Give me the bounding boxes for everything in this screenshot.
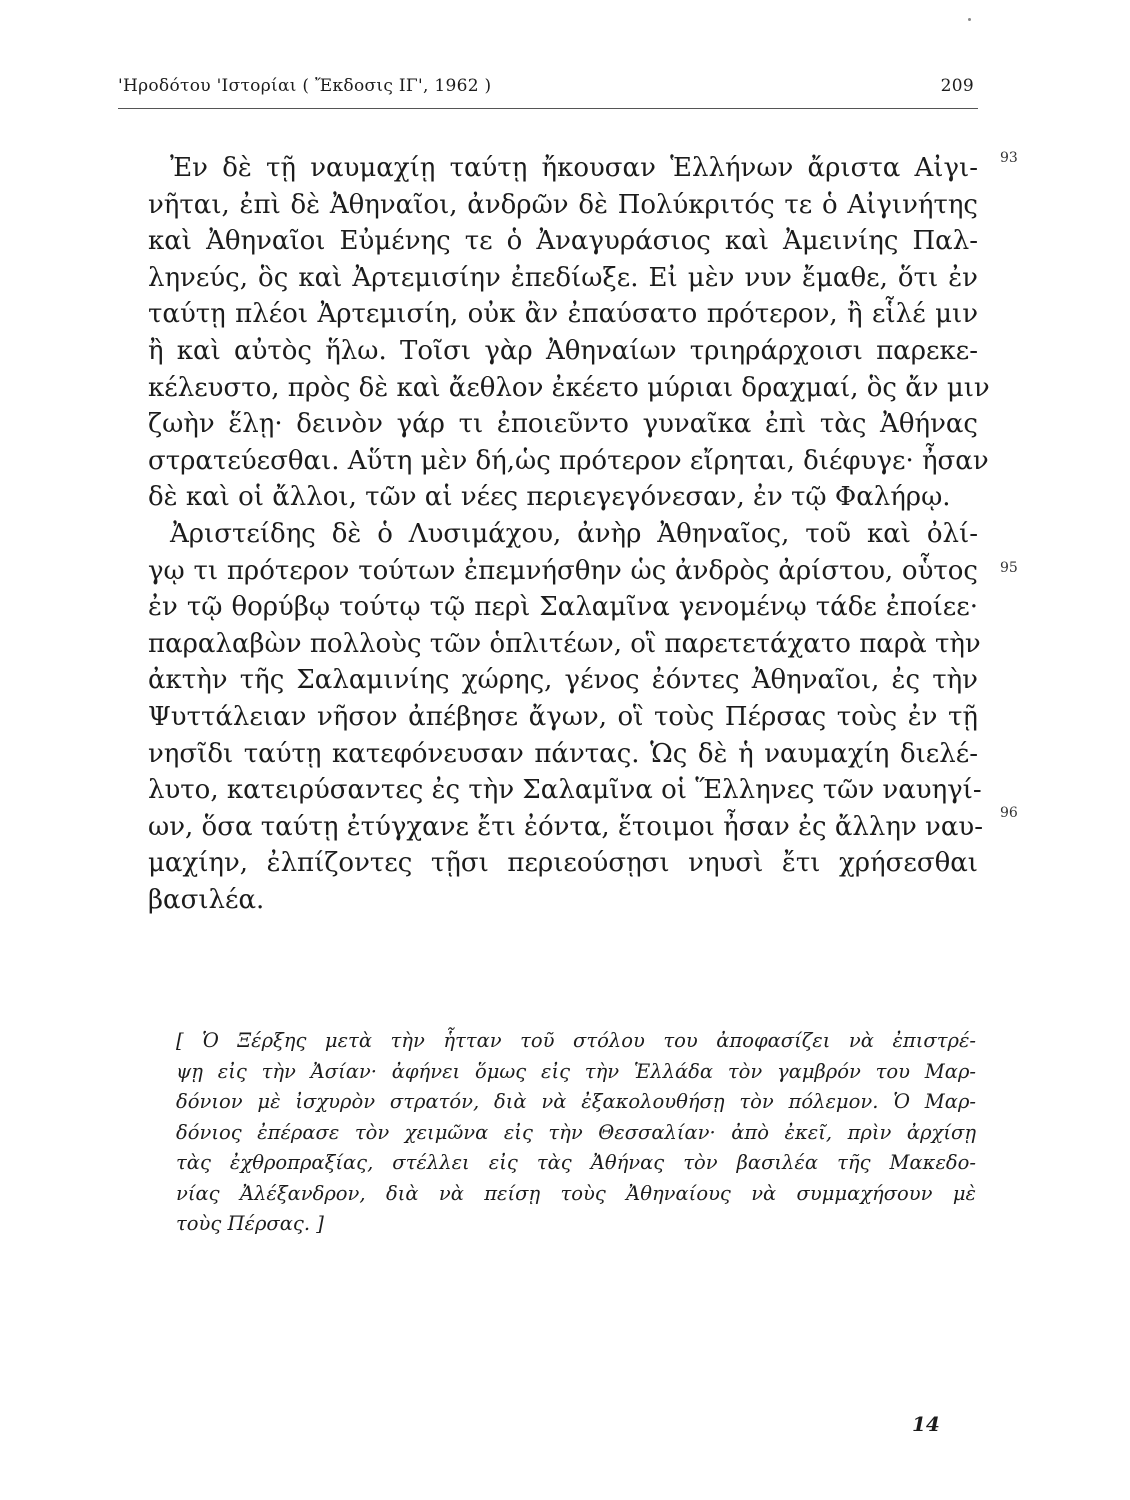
text-line: καὶ Ἀθηναῖοι Εὐμένης τε ὁ Ἀναγυράσιος καὶ Ἀμεινίης Παλ- <box>148 226 978 257</box>
text-line: δὲ καὶ οἱ ἄλλοι, τῶν αἱ νέες περιεγεγόνεσαν, ἐν τῷ Φαλήρῳ. <box>148 482 951 513</box>
text-line: λυτο, κατειρύσαντες ἐς τὴν Σαλαμῖνα οἱ Ἕλληνες τῶν ναυηγί- <box>148 775 982 806</box>
summary-line: τὰς ἐχθροπραξίας, στέλλει εἰς τὰς Ἀθήνας τὸν βασιλέα τῆς Μακεδο- <box>176 1151 976 1174</box>
text-line: ταύτῃ πλέοι Ἀρτεμισίη, οὐκ ἂν ἐπαύσατο πρότερον, ἢ εἷλέ μιν <box>148 299 978 330</box>
summary-line: δόνιος ἐπέρασε τὸν χειμῶνα εἰς τὴν Θεσσαλίαν· ἀπὸ ἐκεῖ, πρὶν ἀρχίσῃ <box>176 1120 976 1144</box>
page-number: 209 <box>940 76 974 96</box>
main-text <box>148 150 990 918</box>
signature-mark: 14 <box>912 1412 940 1436</box>
text-line: ἀκτὴν τῆς Σαλαμινίης χώρης, γένος ἐόντες Ἀθηναῖοι, ἐς τὴν <box>148 665 978 696</box>
text-line: παραλαβὼν πολλοὺς τῶν ὁπλιτέων, οἳ παρετετάχατο παρὰ τὴν <box>148 628 981 659</box>
margin-number-93: 93 <box>1000 150 1018 166</box>
text-line: βασιλέα. <box>148 884 265 915</box>
margin-number-96: 96 <box>1000 805 1018 821</box>
text-line: κέλευστο, πρὸς δὲ καὶ ἄεθλον ἐκέετο μύριαι δραχμαί, ὃς ἄν μιν <box>148 372 990 403</box>
header-rule <box>118 108 978 109</box>
text-line: ληνεύς, ὃς καὶ Ἀρτεμισίην ἐπεδίωξε. Εἰ μὲν νυν ἔμαθε, ὅτι ἐν <box>148 262 978 293</box>
stray-dot <box>968 18 971 21</box>
text-line: μαχίην, ἐλπίζοντες τῇσι περιεούσῃσι νηυσὶ ἔτι χρήσεσθαι <box>148 848 978 879</box>
text-line: Ἀριστείδης δὲ ὁ Λυσιμάχου, ἀνὴρ Ἀθηναῖος, τοῦ καὶ ὀλί- <box>170 518 978 549</box>
summary-note <box>176 1026 976 1240</box>
running-header <box>118 76 974 96</box>
text-line: ων, ὅσα ταύτῃ ἐτύγχανε ἔτι ἐόντα, ἕτοιμοι ἦσαν ἐς ἄλλην ναυ- <box>148 811 983 842</box>
text-line: νησῖδι ταύτῃ κατεφόνευσαν πάντας. Ὡς δὲ ἡ ναυμαχίη διελέ- <box>148 738 978 769</box>
text-line: γῳ τι πρότερον τούτων ἐπεμνήσθην ὡς ἀνδρὸς ἀρίστου, οὗτος <box>148 555 978 586</box>
text-line: νῆται, ἐπὶ δὲ Ἀθηναῖοι, ἀνδρῶν δὲ Πολύκριτός τε ὁ Αἰγινήτης <box>148 189 978 220</box>
text-line: Ἐν δὲ τῇ ναυμαχίῃ ταύτῃ ἤκουσαν Ἑλλήνων ἄριστα Αἰγι- <box>170 153 978 183</box>
text-line: ἐν τῷ θορύβῳ τούτῳ τῷ περὶ Σαλαμῖνα γενομένῳ τάδε ἐποίεε· <box>148 592 978 623</box>
text-line: Ψυττάλειαν νῆσον ἀπέβησε ἄγων, οἳ τοὺς Πέρσας τοὺς ἐν τῇ <box>148 701 978 732</box>
text-line: στρατεύεσθαι. Αὕτη μὲν δή,ὡς πρότερον εἴρηται, διέφυγε· ἦσαν <box>148 445 989 476</box>
summary-line: ψῃ εἰς τὴν Ἀσίαν· ἀφήνει ὅμως εἰς τὴν Ἑλλάδα τὸν γαμβρόν του Μαρ- <box>176 1059 976 1083</box>
header-title: 'Ηροδότου 'Ιστορίαι ( Ἔκδοσις ΙΓ', 1962 ) <box>118 76 492 96</box>
margin-number-95: 95 <box>1000 560 1018 576</box>
summary-line: νίας Ἀλέξανδρον, διὰ νὰ πείσῃ τοὺς Ἀθηναίους νὰ συμμαχήσουν μὲ <box>176 1181 976 1205</box>
summary-line: τοὺς Πέρσας. ] <box>176 1212 324 1235</box>
summary-line: [ Ὁ Ξέρξης μετὰ τὴν ἧτταν τοῦ στόλου του ἀποφασίζει νὰ ἐπιστρέ- <box>176 1029 976 1052</box>
text-line: ἢ καὶ αὐτὸς ἥλω. Τοῖσι γὰρ Ἀθηναίων τριηράρχοισι παρεκε- <box>148 335 978 366</box>
summary-line: δόνιον μὲ ἰσχυρὸν στρατόν, διὰ νὰ ἐξακολουθήσῃ τὸν πόλεμον. Ὁ Μαρ- <box>176 1090 976 1113</box>
text-line: ζωὴν ἕλῃ· δεινὸν γάρ τι ἐποιεῦντο γυναῖκα ἐπὶ τὰς Ἀθήνας <box>148 409 978 440</box>
